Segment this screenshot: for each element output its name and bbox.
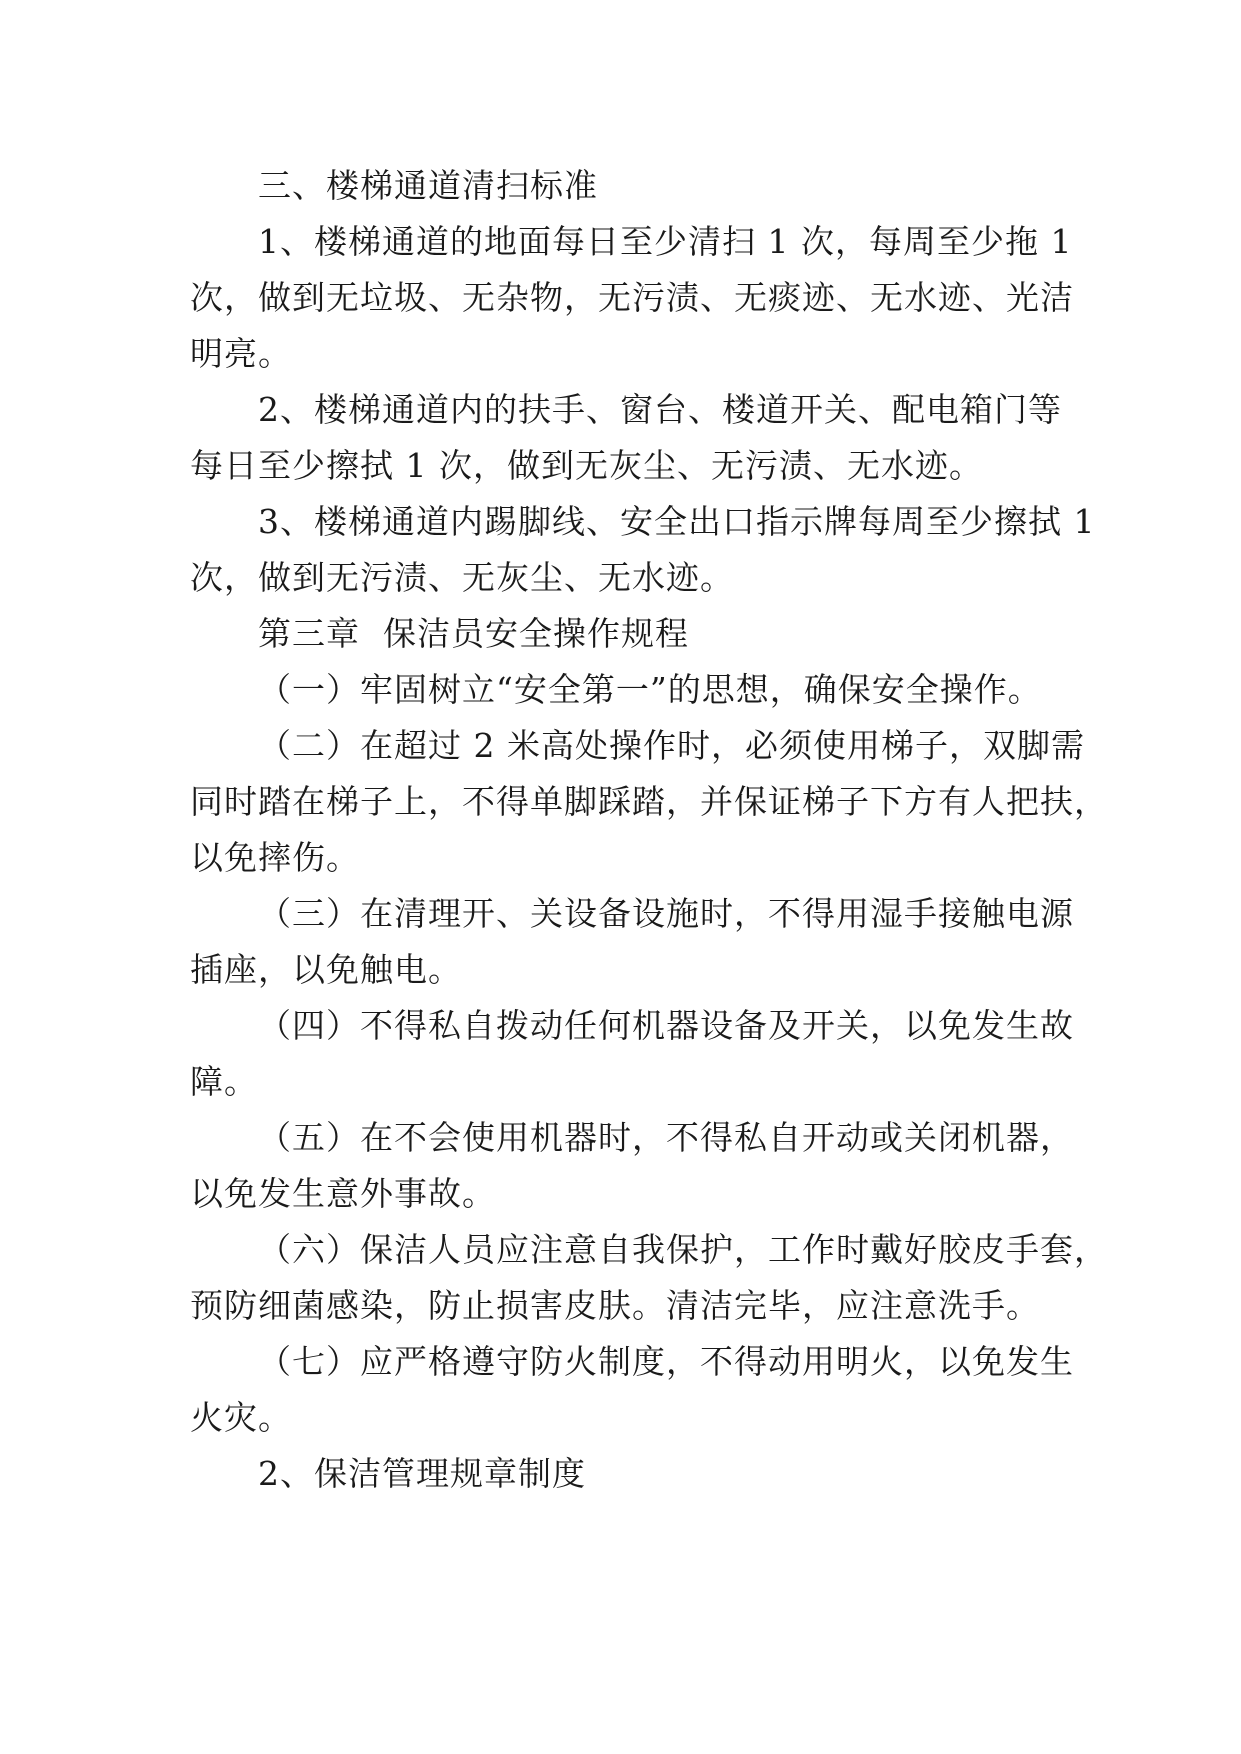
section-heading-stair-cleaning: 三、楼梯通道清扫标准 <box>258 166 598 205</box>
paragraph-line: 次，做到无垃圾、无杂物，无污渍、无痰迹、无水迹、光洁 <box>190 278 1074 317</box>
paragraph-line: （七）应严格遵守防火制度，不得动用明火，以免发生 <box>258 1342 1074 1381</box>
paragraph-line: （三）在清理开、关设备设施时，不得用湿手接触电源 <box>258 894 1074 933</box>
paragraph-line: 2、楼梯通道内的扶手、窗台、楼道开关、配电箱门等 <box>258 390 1062 429</box>
paragraph-line: （六）保洁人员应注意自我保护，工作时戴好胶皮手套， <box>258 1230 1108 1269</box>
paragraph-line: 预防细菌感染，防止损害皮肤。清洁完毕，应注意洗手。 <box>190 1286 1040 1325</box>
paragraph-line: 次，做到无污渍、无灰尘、无水迹。 <box>190 558 734 597</box>
paragraph-line: 插座，以免触电。 <box>190 950 462 989</box>
paragraph-line: 火灾。 <box>190 1398 292 1437</box>
paragraph-line: 明亮。 <box>190 334 292 373</box>
chapter-heading: 第三章 保洁员安全操作规程 <box>258 614 689 653</box>
paragraph-line: 1、楼梯通道的地面每日至少清扫 1 次，每周至少拖 1 <box>258 222 1073 261</box>
paragraph-line: 障。 <box>190 1062 258 1101</box>
section-heading-cleaning-rules: 2、保洁管理规章制度 <box>258 1454 586 1493</box>
paragraph-line: 3、楼梯通道内踢脚线、安全出口指示牌每周至少擦拭 1 <box>258 502 1096 541</box>
paragraph-line: 每日至少擦拭 1 次，做到无灰尘、无污渍、无水迹。 <box>190 446 983 485</box>
paragraph-line: （一）牢固树立“安全第一”的思想，确保安全操作。 <box>258 670 1042 709</box>
paragraph-line: （五）在不会使用机器时，不得私自开动或关闭机器， <box>258 1118 1074 1157</box>
paragraph-line: （四）不得私自拨动任何机器设备及开关，以免发生故 <box>258 1006 1074 1045</box>
paragraph-line: （二）在超过 2 米高处操作时，必须使用梯子，双脚需 <box>258 726 1085 765</box>
paragraph-line: 同时踏在梯子上，不得单脚踩踏，并保证梯子下方有人把扶， <box>190 782 1108 821</box>
paragraph-line: 以免发生意外事故。 <box>190 1174 496 1213</box>
paragraph-line: 以免摔伤。 <box>190 838 360 877</box>
